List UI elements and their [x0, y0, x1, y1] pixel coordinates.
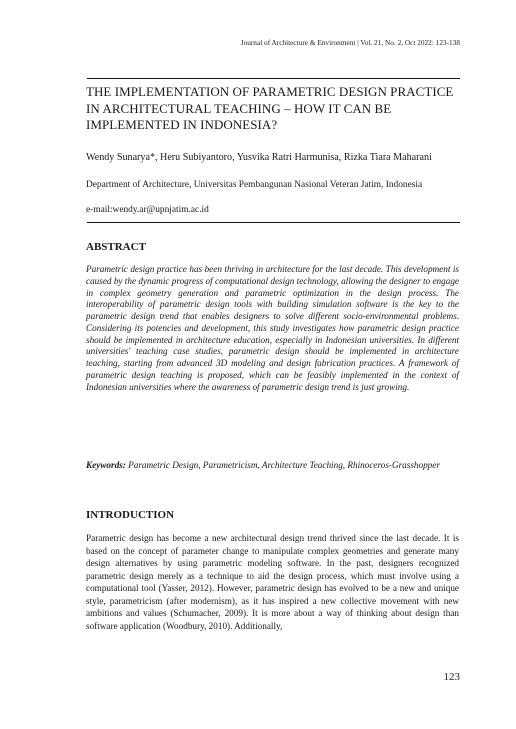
header-bottom-rule — [87, 222, 460, 223]
keywords-text: Parametric Design, Parametricism, Architecture Teaching, Rhinoceros-Grasshopper — [125, 460, 440, 470]
title-top-rule — [87, 78, 460, 79]
introduction-heading: INTRODUCTION — [86, 509, 175, 521]
introduction-body: Parametric design has become a new architectural design trend thrived since the last decade. It is based on the concept of parameter change to manipulate complex geometries and generate many design alternatives by using parametric modeling software. In the past, designers recognized parametric design merely as a technique to aid the design process, which must involve using a computational tool (Yasser, 2012). However, parametric design has evolved to be a new and unique style, parametricism (after modernism), as it has inspired a new collective movement with new ambitions and values (Schumacher, 2009). It is more about a way of thinking about design than software application (Woodbury, 2010). Additionally, — [86, 533, 459, 631]
author-list: Wendy Sunarya*, Heru Subiyantoro, Yusvika Ratri Harmunisa, Rizka Tiara Maharani — [86, 152, 432, 163]
abstract-heading: ABSTRACT — [86, 241, 146, 253]
keywords — [86, 459, 459, 472]
abstract-body: Parametric design practice has been thriving in architecture for the last decade. This development is caused by the dynamic progress of computational design technology, allowing the designer to engage in complex geometry generation and parametric optimization in the design process. The interoperability of parametric design tools with building simulation software is the key to the parametric design trend that enables designers to solve different socio-environmental problems. Considering its potencies and development, this study investigates how parametric design practice should be implemented in architecture education, especially in Indonesian universities. In different universities' teaching case studies, parametric design should be implemented in architecture teaching, starting from advanced 3D modeling and design fabrication practices. A framework of parametric design teaching is proposed, which can be feasibly implemented in the context of Indonesian universities where the awareness of parametric design trend is just growing. — [86, 264, 459, 392]
contact-email: e-mail:wendy.ar@upnjatim.ac.id — [86, 205, 209, 215]
affiliation: Department of Architecture, Universitas Pembangunan Nasional Veteran Jatim, Indonesia — [86, 180, 423, 190]
keywords-label: Keywords: — [86, 460, 126, 470]
running-head: Journal of Architecture & Environment | Vol. 21, No. 2, Oct 2022: 123-138 — [240, 38, 460, 47]
paper-title: THE IMPLEMENTATION OF PARAMETRIC DESIGN PRACTICE IN ARCHITECTURAL TEACHING – HOW IT CAN BE IMPLEMENTED IN INDONESIA? — [86, 84, 454, 132]
page-number: 123 — [443, 671, 460, 683]
